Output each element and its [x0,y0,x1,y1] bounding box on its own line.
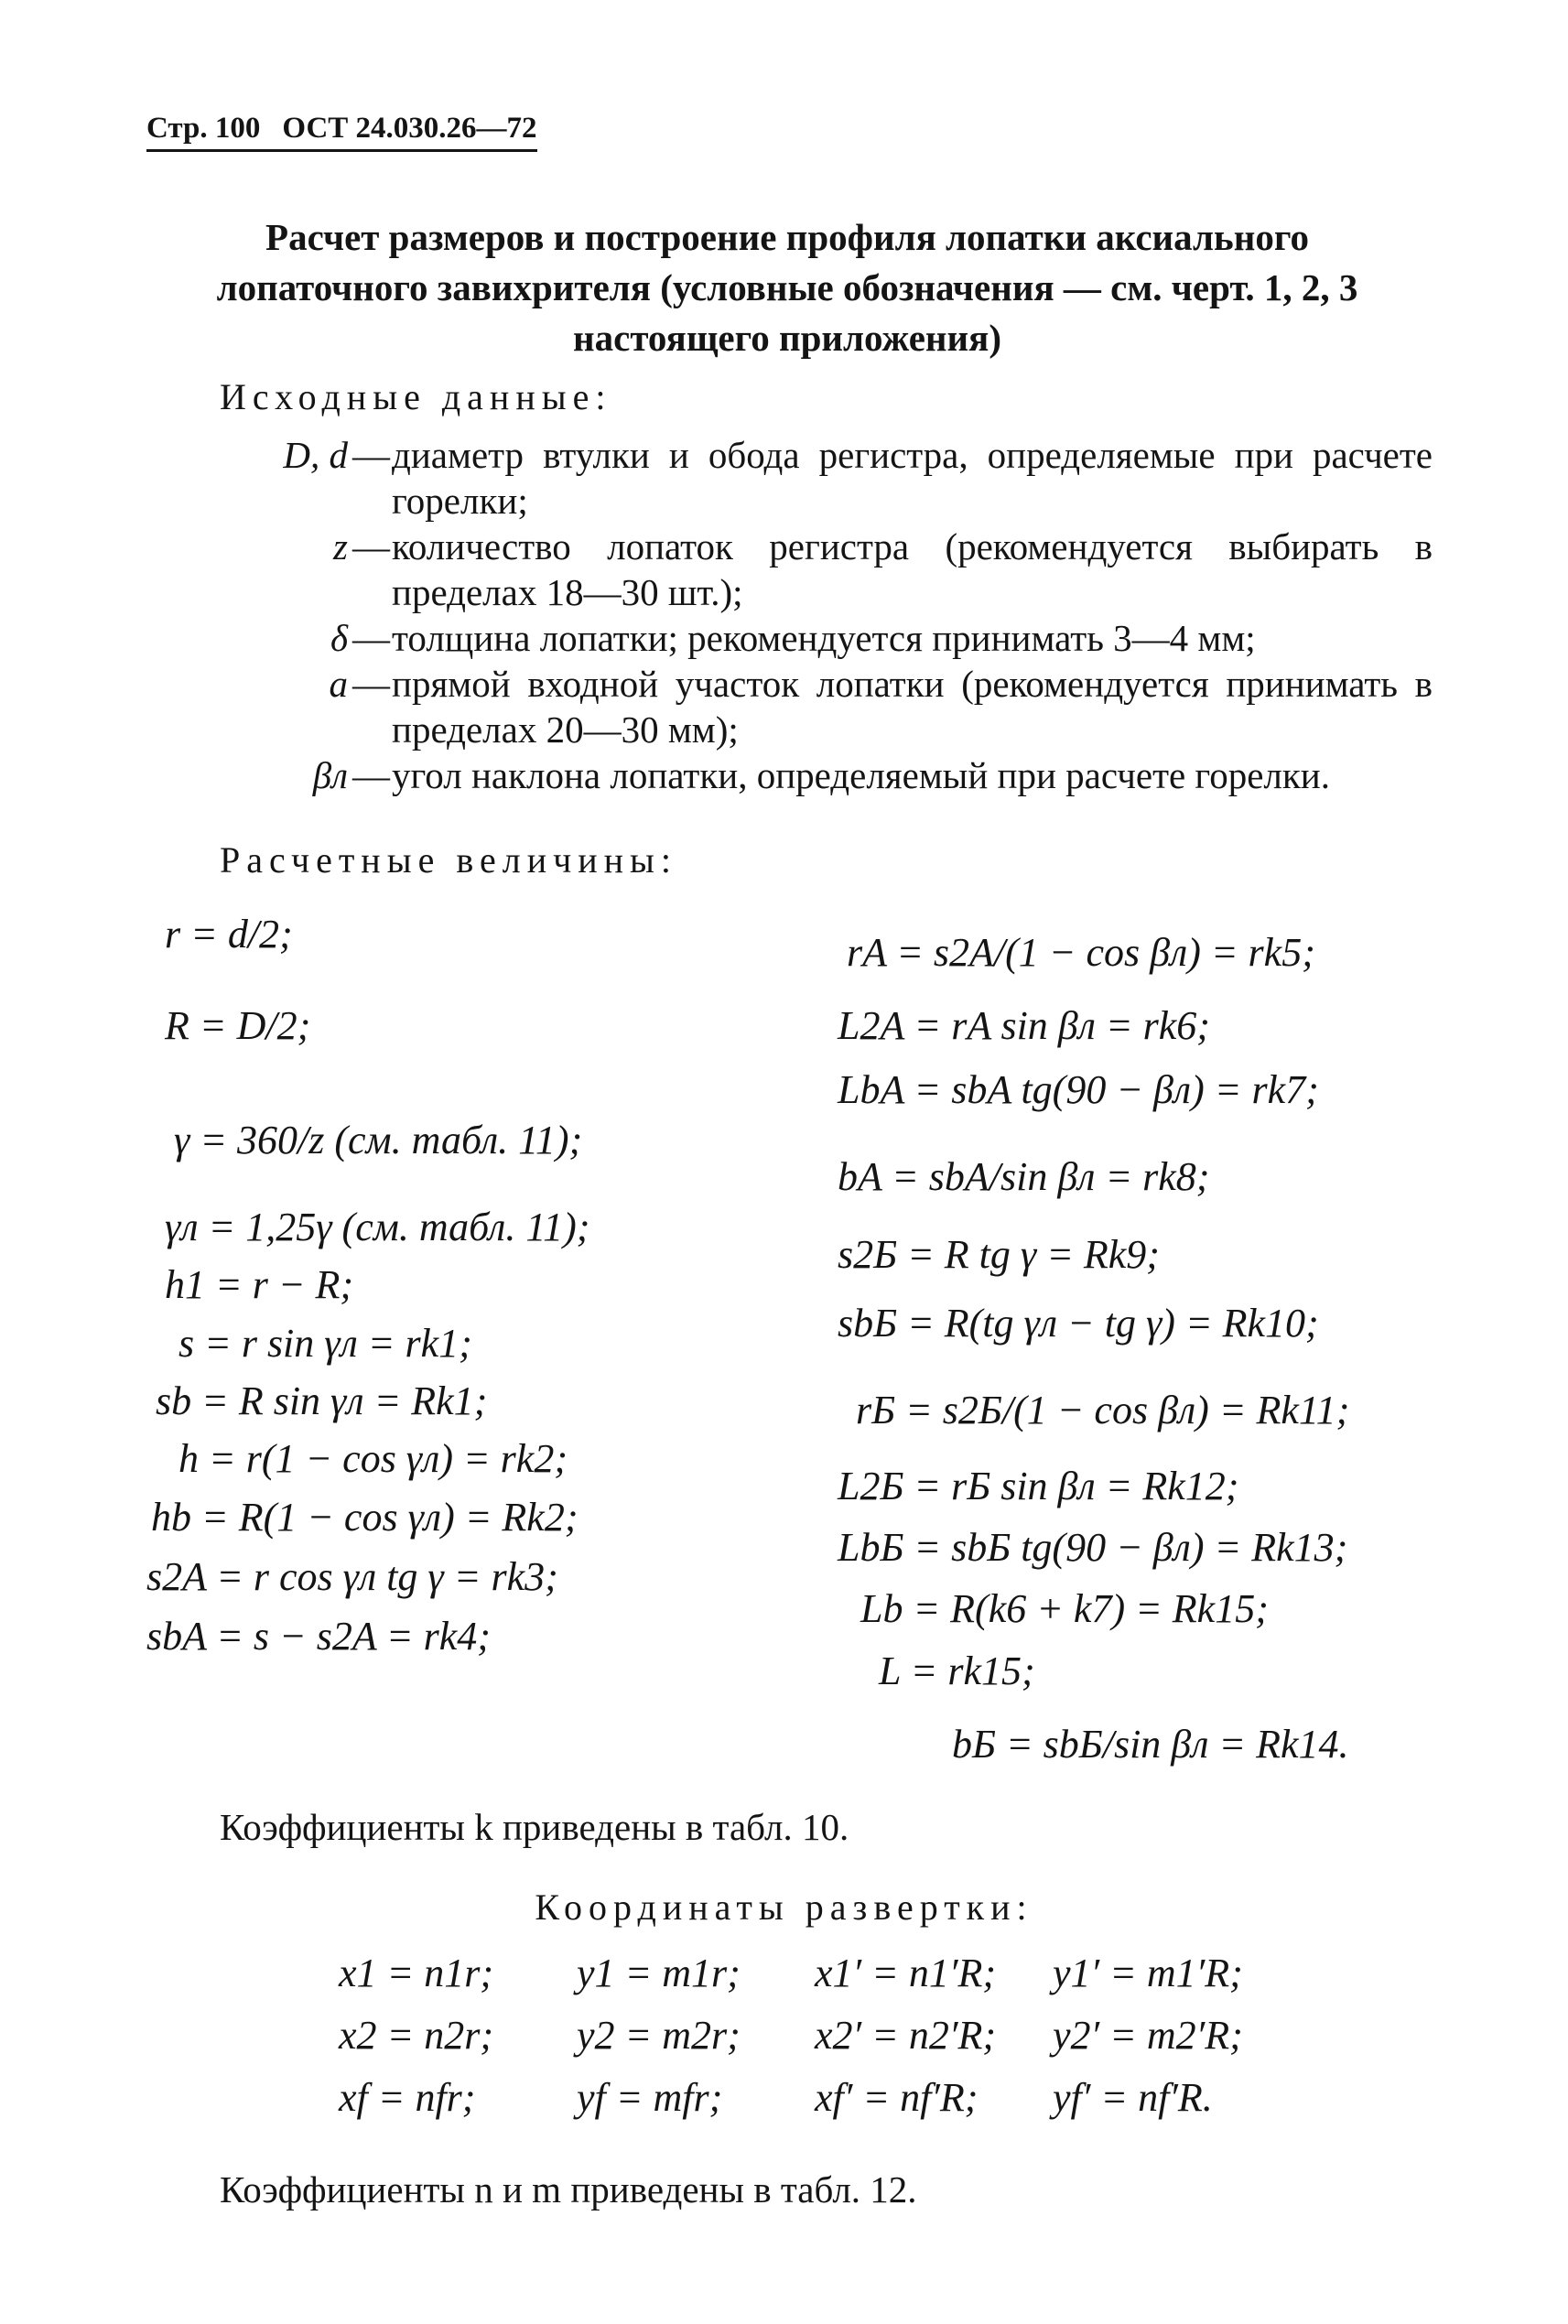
coords-row [339,2074,1291,2121]
page-header [146,112,537,152]
definition-text: количество лопаток регистра (рекомендуется выбирать в пределах 18—30 шт.); [392,525,1433,613]
formula: s = r sin γл = rk1; [178,1321,472,1366]
coordinates-heading: Координаты развертки: [535,1886,1033,1928]
coord-formula: y2 = m2r; [577,2013,741,2058]
coords-row [339,1950,1291,1996]
note-k-coefficients: Коэффициенты k приведены в табл. 10. [220,1806,849,1848]
definitions-list [211,432,1433,798]
page-number: Стр. 100 [146,112,261,145]
coord-formula: yf = mfr; [577,2075,723,2120]
formula: sb = R sin γл = Rk1; [156,1378,488,1423]
definition-symbol: a [329,663,348,705]
formula: LbБ = sbБ tg(90 − βл) = Rk13; [838,1525,1348,1570]
coord-formula: y2′ = m2′R; [1053,2013,1243,2058]
formula: L2Б = rБ sin βл = Rk12; [838,1464,1239,1508]
coord-formula: x2′ = n2′R; [815,2013,996,2058]
formula: sbБ = R(tg γл − tg γ) = Rk10; [838,1301,1319,1346]
formula: L2A = rA sin βл = rk6; [838,1003,1210,1048]
coord-formula: xf = nfr; [339,2075,476,2120]
coord-formula: x2 = n2r; [339,2013,493,2058]
formula: r = d/2; [165,912,293,957]
source-data-heading: Исходные данные: [220,376,612,417]
calculated-values-heading: Расчетные величины: [220,839,678,881]
coord-formula: yf′ = nf′R. [1053,2075,1213,2120]
formula: LbA = sbA tg(90 − βл) = rk7; [838,1067,1319,1112]
coord-formula: xf′ = nf′R; [815,2075,979,2120]
formula: rA = s2A/(1 − cos βл) = rk5; [847,930,1315,975]
formula: γ = 360/z (см. табл. 11); [174,1118,583,1162]
coord-formula: x1 = n1r; [339,1951,493,1995]
formula: γл = 1,25γ (см. табл. 11); [165,1205,590,1249]
coords-row [339,2012,1291,2059]
definition-item: δ — толщина лопатки; рекомендуется принимать 3—4 мм; [211,615,1433,661]
title-line: Расчет размеров и построение профиля лопатки аксиального [265,216,1309,258]
coord-formula: y1 = m1r; [577,1951,741,1995]
definition-text: прямой входной участок лопатки (рекомендуется принимать в пределах 20—30 мм); [392,663,1433,751]
formula: bA = sbA/sin βл = rk8; [838,1154,1210,1199]
definition-text: угол наклона лопатки, определяемый при расчете горелки. [392,754,1330,796]
definition-symbol: D, d [283,434,348,476]
note-n-m-coefficients: Коэффициенты n и m приведены в табл. 12. [220,2168,917,2211]
formula: bБ = sbБ/sin βл = Rk14. [952,1722,1349,1767]
formula: R = D/2; [165,1003,311,1048]
formula: Lb = R(k6 + k7) = Rk15; [860,1586,1269,1631]
title-line: лопаточного завихрителя (условные обозначения — см. черт. 1, 2, 3 [216,266,1358,308]
coord-formula: x1′ = n1′R; [815,1951,996,1995]
formula: hb = R(1 − cos γл) = Rk2; [151,1495,579,1540]
definition-symbol: βл [312,754,348,796]
standard-number: ОСТ 24.030.26—72 [282,112,537,145]
definition-symbol: δ [330,617,348,659]
formula: L = rk15; [879,1648,1035,1693]
definition-item: a — прямой входной участок лопатки (рекомендуется принимать в пределах 20—30 мм); [211,661,1433,752]
formula: h = r(1 − cos γл) = rk2; [178,1436,568,1481]
formula: h1 = r − R; [165,1262,354,1307]
definition-item: D, d — диаметр втулки и обода регистра, определяемые при расчете горелки; [211,432,1433,524]
formula: sbA = s − s2A = rk4; [146,1614,491,1659]
definition-text: толщина лопатки; рекомендуется принимать 3—4 мм; [392,617,1256,659]
title-line: настоящего приложения) [573,317,1001,359]
definition-item: z — количество лопаток регистра (рекомендуется выбирать в пределах 18—30 шт.); [211,524,1433,615]
formula: s2A = r cos γл tg γ = rk3; [146,1554,558,1599]
coord-formula: y1′ = m1′R; [1053,1951,1243,1995]
definition-symbol: z [333,525,348,567]
definition-item: βл — угол наклона лопатки, определяемый при расчете горелки. [211,752,1433,798]
definition-text: диаметр втулки и обода регистра, определяемые при расчете горелки; [392,434,1433,522]
formula: rБ = s2Б/(1 − cos βл) = Rk11; [856,1388,1350,1432]
formula: s2Б = R tg γ = Rk9; [838,1232,1160,1277]
section-title [128,212,1446,363]
